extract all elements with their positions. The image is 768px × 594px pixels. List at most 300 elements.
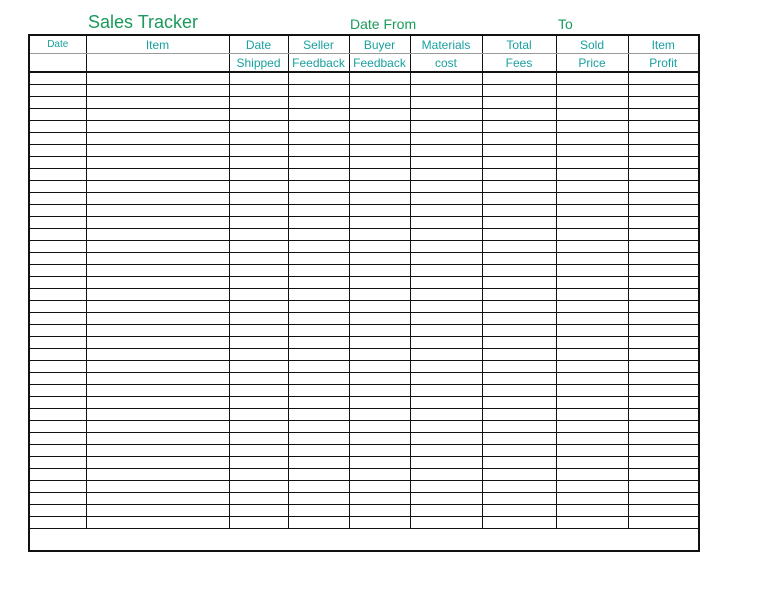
table-cell[interactable] [410,469,482,481]
table-cell[interactable] [349,169,410,181]
table-cell[interactable] [86,385,229,397]
table-cell[interactable] [410,277,482,289]
table-cell[interactable] [628,373,698,385]
table-cell[interactable] [482,193,556,205]
table-cell[interactable] [229,493,288,505]
table-cell[interactable] [86,433,229,445]
table-cell[interactable] [482,349,556,361]
table-cell[interactable] [628,133,698,145]
table-cell[interactable] [349,349,410,361]
table-cell[interactable] [86,157,229,169]
table-cell[interactable] [628,289,698,301]
table-cell[interactable] [482,97,556,109]
table-cell[interactable] [288,397,349,409]
table-cell[interactable] [229,349,288,361]
table-cell[interactable] [229,337,288,349]
table-cell[interactable] [229,289,288,301]
table-cell[interactable] [556,145,628,157]
table-cell[interactable] [349,301,410,313]
table-cell[interactable] [628,301,698,313]
table-cell[interactable] [86,421,229,433]
table-cell[interactable] [288,289,349,301]
table-cell[interactable] [410,361,482,373]
table-cell[interactable] [556,457,628,469]
table-cell[interactable] [482,481,556,493]
table-cell[interactable] [556,265,628,277]
table-cell[interactable] [410,85,482,97]
table-cell[interactable] [628,253,698,265]
table-cell[interactable] [229,505,288,517]
table-cell[interactable] [30,133,86,145]
table-cell[interactable] [86,241,229,253]
table-cell[interactable] [288,337,349,349]
table-cell[interactable] [349,457,410,469]
table-cell[interactable] [556,313,628,325]
table-cell[interactable] [410,397,482,409]
table-cell[interactable] [482,337,556,349]
table-cell[interactable] [288,253,349,265]
table-cell[interactable] [556,217,628,229]
table-cell[interactable] [288,349,349,361]
table-cell[interactable] [349,325,410,337]
table-cell[interactable] [628,349,698,361]
table-cell[interactable] [410,253,482,265]
table-cell[interactable] [86,72,229,85]
table-cell[interactable] [410,517,482,529]
table-cell[interactable] [288,133,349,145]
table-cell[interactable] [229,169,288,181]
table-cell[interactable] [628,457,698,469]
table-cell[interactable] [556,481,628,493]
table-cell[interactable] [30,301,86,313]
table-cell[interactable] [410,181,482,193]
table-cell[interactable] [628,217,698,229]
table-cell[interactable] [410,97,482,109]
table-cell[interactable] [229,361,288,373]
table-cell[interactable] [482,72,556,85]
table-cell[interactable] [410,445,482,457]
table-cell[interactable] [628,97,698,109]
table-cell[interactable] [86,337,229,349]
table-cell[interactable] [482,445,556,457]
table-cell[interactable] [229,481,288,493]
table-cell[interactable] [410,433,482,445]
table-cell[interactable] [30,445,86,457]
table-cell[interactable] [86,397,229,409]
table-cell[interactable] [410,157,482,169]
table-cell[interactable] [288,72,349,85]
table-cell[interactable] [30,85,86,97]
table-cell[interactable] [349,397,410,409]
table-cell[interactable] [349,109,410,121]
table-cell[interactable] [482,169,556,181]
table-cell[interactable] [229,85,288,97]
table-cell[interactable] [30,265,86,277]
table-cell[interactable] [229,385,288,397]
table-cell[interactable] [288,109,349,121]
table-cell[interactable] [229,445,288,457]
table-cell[interactable] [349,145,410,157]
table-cell[interactable] [556,325,628,337]
table-cell[interactable] [628,277,698,289]
table-cell[interactable] [288,445,349,457]
table-cell[interactable] [482,157,556,169]
table-cell[interactable] [556,289,628,301]
table-cell[interactable] [86,181,229,193]
table-cell[interactable] [410,481,482,493]
table-cell[interactable] [556,349,628,361]
table-cell[interactable] [410,121,482,133]
table-cell[interactable] [628,385,698,397]
table-cell[interactable] [288,409,349,421]
table-cell[interactable] [86,313,229,325]
table-cell[interactable] [628,169,698,181]
table-cell[interactable] [86,445,229,457]
table-cell[interactable] [229,181,288,193]
table-cell[interactable] [556,241,628,253]
table-cell[interactable] [482,181,556,193]
table-cell[interactable] [349,72,410,85]
table-cell[interactable] [349,121,410,133]
table-cell[interactable] [229,277,288,289]
table-cell[interactable] [86,361,229,373]
table-cell[interactable] [556,121,628,133]
table-cell[interactable] [628,121,698,133]
table-cell[interactable] [86,229,229,241]
table-cell[interactable] [556,505,628,517]
table-cell[interactable] [410,409,482,421]
table-cell[interactable] [229,313,288,325]
table-cell[interactable] [86,373,229,385]
table-cell[interactable] [628,265,698,277]
table-cell[interactable] [86,169,229,181]
table-cell[interactable] [30,229,86,241]
table-cell[interactable] [229,205,288,217]
table-cell[interactable] [30,385,86,397]
table-cell[interactable] [628,445,698,457]
table-cell[interactable] [30,97,86,109]
table-cell[interactable] [288,181,349,193]
table-cell[interactable] [628,505,698,517]
table-cell[interactable] [288,145,349,157]
table-cell[interactable] [628,85,698,97]
table-cell[interactable] [86,505,229,517]
table-cell[interactable] [410,265,482,277]
table-cell[interactable] [556,517,628,529]
table-cell[interactable] [349,97,410,109]
table-cell[interactable] [628,193,698,205]
table-cell[interactable] [349,277,410,289]
table-cell[interactable] [482,301,556,313]
table-cell[interactable] [482,109,556,121]
table-cell[interactable] [229,72,288,85]
table-cell[interactable] [86,109,229,121]
table-cell[interactable] [288,505,349,517]
table-cell[interactable] [349,85,410,97]
table-cell[interactable] [288,193,349,205]
table-cell[interactable] [556,433,628,445]
table-cell[interactable] [410,313,482,325]
table-cell[interactable] [30,121,86,133]
table-cell[interactable] [349,157,410,169]
table-cell[interactable] [628,229,698,241]
table-cell[interactable] [86,133,229,145]
table-cell[interactable] [30,469,86,481]
table-cell[interactable] [482,229,556,241]
table-cell[interactable] [30,373,86,385]
table-cell[interactable] [410,241,482,253]
table-cell[interactable] [410,109,482,121]
table-cell[interactable] [86,265,229,277]
table-cell[interactable] [86,289,229,301]
table-cell[interactable] [86,85,229,97]
table-cell[interactable] [229,457,288,469]
table-cell[interactable] [229,301,288,313]
table-cell[interactable] [349,265,410,277]
table-cell[interactable] [86,217,229,229]
table-cell[interactable] [556,72,628,85]
table-cell[interactable] [86,253,229,265]
table-cell[interactable] [410,205,482,217]
table-cell[interactable] [288,385,349,397]
table-cell[interactable] [86,277,229,289]
table-cell[interactable] [556,337,628,349]
table-cell[interactable] [556,421,628,433]
table-cell[interactable] [229,193,288,205]
table-cell[interactable] [628,313,698,325]
table-cell[interactable] [482,409,556,421]
table-cell[interactable] [30,277,86,289]
table-cell[interactable] [556,169,628,181]
table-cell[interactable] [482,121,556,133]
table-cell[interactable] [556,253,628,265]
table-cell[interactable] [30,193,86,205]
table-cell[interactable] [349,289,410,301]
table-cell[interactable] [482,277,556,289]
table-cell[interactable] [410,505,482,517]
table-cell[interactable] [410,169,482,181]
table-cell[interactable] [349,133,410,145]
table-cell[interactable] [410,289,482,301]
table-cell[interactable] [86,349,229,361]
table-cell[interactable] [30,325,86,337]
table-cell[interactable] [628,72,698,85]
table-cell[interactable] [349,253,410,265]
table-cell[interactable] [229,217,288,229]
table-cell[interactable] [288,517,349,529]
table-cell[interactable] [349,193,410,205]
table-cell[interactable] [30,109,86,121]
table-cell[interactable] [30,409,86,421]
table-cell[interactable] [229,145,288,157]
table-cell[interactable] [30,145,86,157]
table-cell[interactable] [410,457,482,469]
table-cell[interactable] [410,421,482,433]
table-cell[interactable] [349,313,410,325]
table-cell[interactable] [556,277,628,289]
table-cell[interactable] [556,385,628,397]
table-cell[interactable] [410,301,482,313]
table-cell[interactable] [349,445,410,457]
table-cell[interactable] [30,421,86,433]
table-cell[interactable] [288,361,349,373]
table-cell[interactable] [229,421,288,433]
table-cell[interactable] [482,313,556,325]
table-cell[interactable] [288,325,349,337]
table-cell[interactable] [229,265,288,277]
table-cell[interactable] [410,325,482,337]
table-cell[interactable] [628,481,698,493]
table-cell[interactable] [288,157,349,169]
table-cell[interactable] [288,85,349,97]
table-cell[interactable] [30,241,86,253]
table-cell[interactable] [556,205,628,217]
table-cell[interactable] [628,469,698,481]
table-cell[interactable] [30,72,86,85]
table-cell[interactable] [229,409,288,421]
table-cell[interactable] [288,433,349,445]
table-cell[interactable] [482,205,556,217]
table-cell[interactable] [349,373,410,385]
table-cell[interactable] [86,97,229,109]
table-cell[interactable] [410,493,482,505]
table-cell[interactable] [288,373,349,385]
table-cell[interactable] [86,325,229,337]
table-cell[interactable] [30,313,86,325]
table-cell[interactable] [482,265,556,277]
table-cell[interactable] [229,397,288,409]
table-cell[interactable] [482,217,556,229]
table-cell[interactable] [288,217,349,229]
table-cell[interactable] [229,133,288,145]
table-cell[interactable] [349,241,410,253]
table-cell[interactable] [556,133,628,145]
table-cell[interactable] [288,241,349,253]
table-cell[interactable] [556,361,628,373]
table-cell[interactable] [349,409,410,421]
table-cell[interactable] [628,397,698,409]
table-cell[interactable] [229,253,288,265]
table-cell[interactable] [30,289,86,301]
table-cell[interactable] [288,469,349,481]
table-cell[interactable] [556,493,628,505]
table-cell[interactable] [229,373,288,385]
table-cell[interactable] [86,493,229,505]
table-cell[interactable] [86,469,229,481]
table-cell[interactable] [410,373,482,385]
table-cell[interactable] [556,193,628,205]
table-cell[interactable] [556,181,628,193]
table-cell[interactable] [628,205,698,217]
table-cell[interactable] [349,517,410,529]
table-cell[interactable] [482,145,556,157]
table-cell[interactable] [628,145,698,157]
table-cell[interactable] [349,433,410,445]
table-cell[interactable] [229,157,288,169]
table-cell[interactable] [229,241,288,253]
table-cell[interactable] [482,385,556,397]
table-cell[interactable] [410,72,482,85]
table-cell[interactable] [288,265,349,277]
table-cell[interactable] [556,373,628,385]
table-cell[interactable] [86,457,229,469]
table-cell[interactable] [628,517,698,529]
table-cell[interactable] [410,145,482,157]
table-cell[interactable] [288,277,349,289]
table-cell[interactable] [556,469,628,481]
table-cell[interactable] [30,349,86,361]
table-cell[interactable] [349,385,410,397]
table-cell[interactable] [30,481,86,493]
table-cell[interactable] [410,385,482,397]
table-cell[interactable] [30,493,86,505]
table-cell[interactable] [482,433,556,445]
table-cell[interactable] [628,433,698,445]
table-cell[interactable] [288,97,349,109]
table-cell[interactable] [86,145,229,157]
table-cell[interactable] [556,445,628,457]
table-cell[interactable] [30,253,86,265]
table-cell[interactable] [349,421,410,433]
table-cell[interactable] [628,337,698,349]
table-cell[interactable] [30,361,86,373]
table-cell[interactable] [349,205,410,217]
table-cell[interactable] [628,493,698,505]
table-cell[interactable] [556,85,628,97]
table-cell[interactable] [556,409,628,421]
table-cell[interactable] [288,301,349,313]
table-cell[interactable] [349,337,410,349]
table-cell[interactable] [288,121,349,133]
table-cell[interactable] [30,457,86,469]
table-cell[interactable] [229,121,288,133]
table-cell[interactable] [556,397,628,409]
table-cell[interactable] [482,517,556,529]
table-cell[interactable] [349,229,410,241]
table-cell[interactable] [349,469,410,481]
table-cell[interactable] [349,481,410,493]
table-cell[interactable] [482,397,556,409]
table-cell[interactable] [86,205,229,217]
table-cell[interactable] [30,433,86,445]
table-cell[interactable] [482,493,556,505]
table-cell[interactable] [30,181,86,193]
table-cell[interactable] [288,481,349,493]
table-cell[interactable] [628,241,698,253]
table-cell[interactable] [482,421,556,433]
table-cell[interactable] [410,193,482,205]
table-cell[interactable] [556,109,628,121]
table-cell[interactable] [482,325,556,337]
table-cell[interactable] [288,313,349,325]
table-cell[interactable] [410,217,482,229]
table-cell[interactable] [288,205,349,217]
table-cell[interactable] [410,229,482,241]
table-cell[interactable] [30,205,86,217]
table-cell[interactable] [556,301,628,313]
table-cell[interactable] [482,253,556,265]
table-cell[interactable] [229,469,288,481]
table-cell[interactable] [30,337,86,349]
table-cell[interactable] [86,121,229,133]
table-cell[interactable] [30,217,86,229]
table-cell[interactable] [288,457,349,469]
table-cell[interactable] [86,409,229,421]
table-cell[interactable] [410,337,482,349]
table-cell[interactable] [349,361,410,373]
table-cell[interactable] [482,289,556,301]
table-cell[interactable] [229,229,288,241]
